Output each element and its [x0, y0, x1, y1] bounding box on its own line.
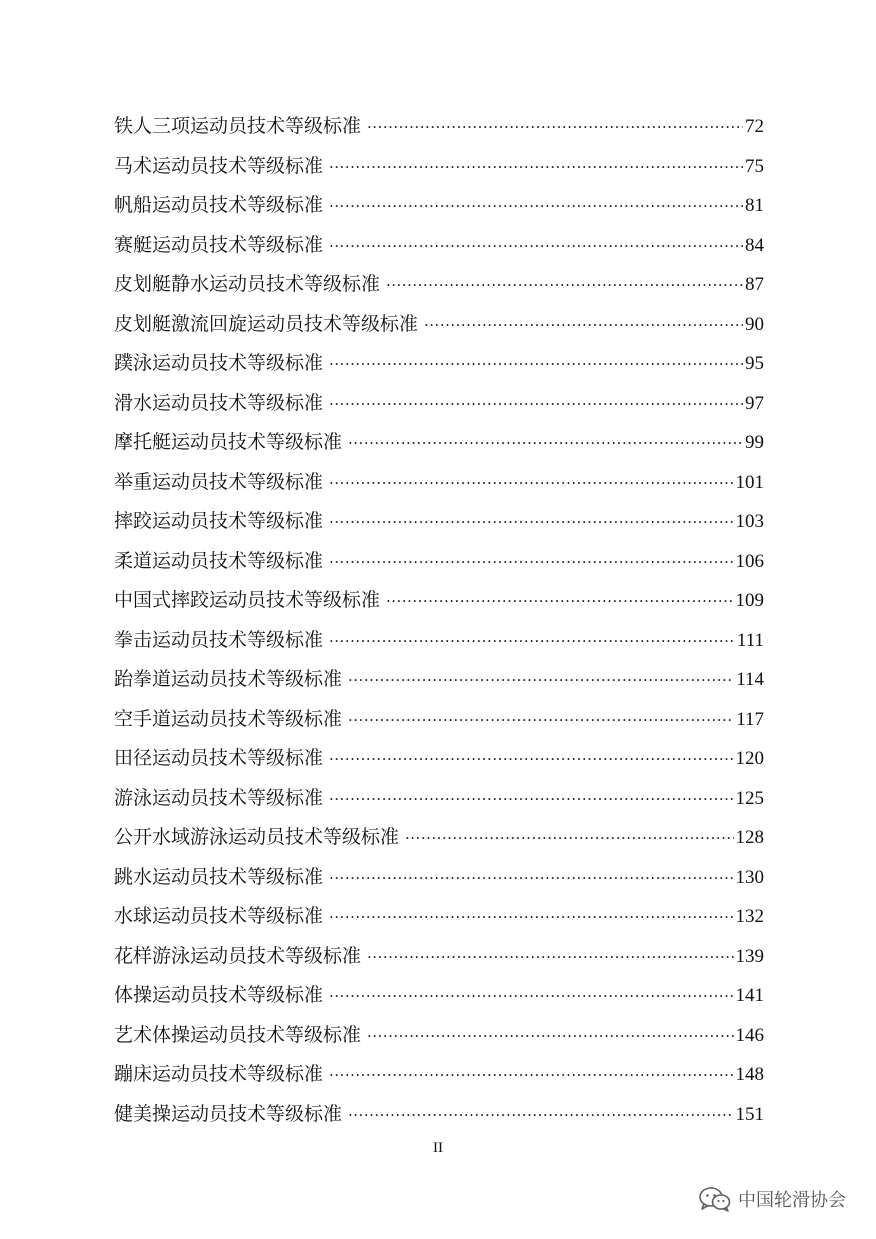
- wechat-icon: [698, 1186, 732, 1212]
- toc-entry[interactable]: [114, 305, 764, 345]
- toc-entry[interactable]: [114, 226, 764, 266]
- toc-entry-page: 75: [745, 155, 764, 177]
- toc-entry-title: 体操运动员技术等级标准: [114, 984, 324, 1006]
- toc-entry-title: 赛艇运动员技术等级标准: [114, 233, 324, 256]
- dot-leader: [329, 148, 743, 188]
- toc-entry[interactable]: [114, 423, 764, 463]
- toc-entry-title: 蹦床运动员技术等级标准: [114, 1063, 324, 1085]
- toc-entry-title: 帆船运动员技术等级标准: [114, 194, 324, 216]
- toc-entry[interactable]: [114, 660, 764, 700]
- toc-entry-title: 花样游泳运动员技术等级标准: [114, 944, 362, 967]
- toc-entry-page: 151: [735, 1103, 764, 1125]
- toc-entry[interactable]: [114, 621, 764, 661]
- dot-leader: [367, 1017, 733, 1057]
- dot-leader: [424, 306, 743, 346]
- dot-leader: [329, 780, 733, 820]
- dot-leader: [329, 543, 733, 583]
- toc-entry[interactable]: [114, 779, 764, 819]
- toc-entry-title: 跳水运动员技术等级标准: [114, 865, 324, 888]
- dot-leader: [329, 227, 743, 267]
- toc-entry-title: 拳击运动员技术等级标准: [114, 628, 324, 651]
- toc-entry[interactable]: [114, 147, 764, 187]
- toc-entry[interactable]: [114, 937, 764, 977]
- dot-leader: [329, 187, 743, 227]
- toc-entry[interactable]: [114, 344, 764, 384]
- toc-entry[interactable]: [114, 739, 764, 779]
- toc-entry-page: 84: [745, 234, 764, 256]
- toc-entry-title: 皮划艇静水运动员技术等级标准: [114, 273, 381, 295]
- toc-entry-page: 125: [735, 787, 764, 809]
- toc-entry[interactable]: [114, 976, 764, 1016]
- dot-leader: [348, 424, 743, 464]
- dot-leader: [329, 1056, 733, 1096]
- table-of-contents: [114, 107, 764, 1134]
- toc-entry-title: 蹼泳运动员技术等级标准: [114, 352, 324, 374]
- toc-entry-title: 摩托艇运动员技术等级标准: [114, 431, 343, 453]
- toc-entry[interactable]: [114, 1055, 764, 1095]
- toc-entry-title: 艺术体操运动员技术等级标准: [114, 1023, 362, 1046]
- toc-entry[interactable]: [114, 897, 764, 937]
- toc-entry-title: 马术运动员技术等级标准: [114, 154, 324, 177]
- toc-entry-page: 146: [735, 1024, 764, 1046]
- dot-leader: [329, 622, 735, 662]
- toc-entry-title: 摔跤运动员技术等级标准: [114, 510, 324, 532]
- toc-entry[interactable]: [114, 107, 764, 147]
- toc-entry-page: 141: [735, 985, 764, 1006]
- dot-leader: [348, 661, 734, 701]
- toc-entry[interactable]: [114, 502, 764, 542]
- dot-leader: [329, 740, 733, 780]
- toc-entry[interactable]: [114, 384, 764, 424]
- dot-leader: [386, 582, 733, 622]
- toc-entry-title: 水球运动员技术等级标准: [114, 905, 324, 927]
- toc-entry-page: 106: [735, 550, 764, 572]
- toc-entry-page: 114: [736, 669, 764, 690]
- watermark-text: 中国轮滑协会: [738, 1190, 846, 1211]
- toc-entry-title: 柔道运动员技术等级标准: [114, 549, 324, 572]
- toc-entry[interactable]: [114, 186, 764, 226]
- toc-entry[interactable]: [114, 463, 764, 503]
- toc-entry-title: 游泳运动员技术等级标准: [114, 786, 324, 809]
- dot-leader: [329, 977, 733, 1017]
- toc-entry-page: 148: [735, 1064, 764, 1085]
- toc-entry-page: 103: [735, 511, 764, 532]
- toc-entry[interactable]: [114, 1016, 764, 1056]
- toc-entry-title: 健美操运动员技术等级标准: [114, 1102, 343, 1125]
- toc-entry-title: 铁人三项运动员技术等级标准: [114, 115, 362, 137]
- toc-entry[interactable]: [114, 700, 764, 740]
- page-number: II: [433, 1140, 443, 1156]
- toc-entry[interactable]: [114, 581, 764, 621]
- toc-entry-title: 皮划艇激流回旋运动员技术等级标准: [114, 312, 419, 335]
- dot-leader: [329, 464, 733, 504]
- toc-entry-page: 128: [735, 827, 764, 848]
- toc-entry-title: 中国式摔跤运动员技术等级标准: [114, 589, 381, 611]
- toc-entry-page: 97: [745, 392, 764, 414]
- toc-entry-page: 130: [735, 866, 764, 888]
- toc-entry-title: 举重运动员技术等级标准: [114, 470, 324, 493]
- toc-entry[interactable]: [114, 542, 764, 582]
- toc-entry-title: 田径运动员技术等级标准: [114, 747, 324, 769]
- toc-entry-title: 跆拳道运动员技术等级标准: [114, 668, 343, 690]
- toc-entry-page: 139: [735, 945, 764, 967]
- dot-leader: [367, 938, 733, 978]
- toc-entry[interactable]: [114, 858, 764, 898]
- toc-entry-page: 81: [745, 195, 764, 216]
- toc-entry-page: 132: [735, 906, 764, 927]
- toc-entry-title: 公开水域游泳运动员技术等级标准: [114, 826, 400, 848]
- toc-entry-page: 90: [745, 313, 764, 335]
- dot-leader: [386, 266, 743, 306]
- toc-entry[interactable]: [114, 818, 764, 858]
- toc-entry-page: 111: [736, 629, 764, 651]
- dot-leader: [329, 503, 733, 543]
- dot-leader: [329, 859, 733, 899]
- toc-entry-page: 95: [745, 353, 764, 374]
- toc-entry[interactable]: [114, 1095, 764, 1135]
- dot-leader: [348, 1096, 733, 1136]
- dot-leader: [329, 898, 733, 938]
- toc-entry-page: 72: [745, 116, 764, 137]
- dot-leader: [329, 345, 743, 385]
- toc-entry-page: 101: [735, 471, 764, 493]
- watermark: [698, 1186, 846, 1212]
- toc-entry-page: 120: [735, 748, 764, 769]
- dot-leader: [329, 385, 743, 425]
- toc-entry-page: 99: [745, 432, 764, 453]
- dot-leader: [405, 819, 733, 859]
- toc-entry-page: 87: [745, 274, 764, 295]
- toc-entry-page: 109: [735, 590, 764, 611]
- toc-entry-page: 117: [736, 708, 764, 730]
- toc-entry[interactable]: [114, 265, 764, 305]
- dot-leader: [367, 108, 743, 148]
- toc-entry-title: 空手道运动员技术等级标准: [114, 707, 343, 730]
- dot-leader: [348, 701, 734, 741]
- toc-entry-title: 滑水运动员技术等级标准: [114, 391, 324, 414]
